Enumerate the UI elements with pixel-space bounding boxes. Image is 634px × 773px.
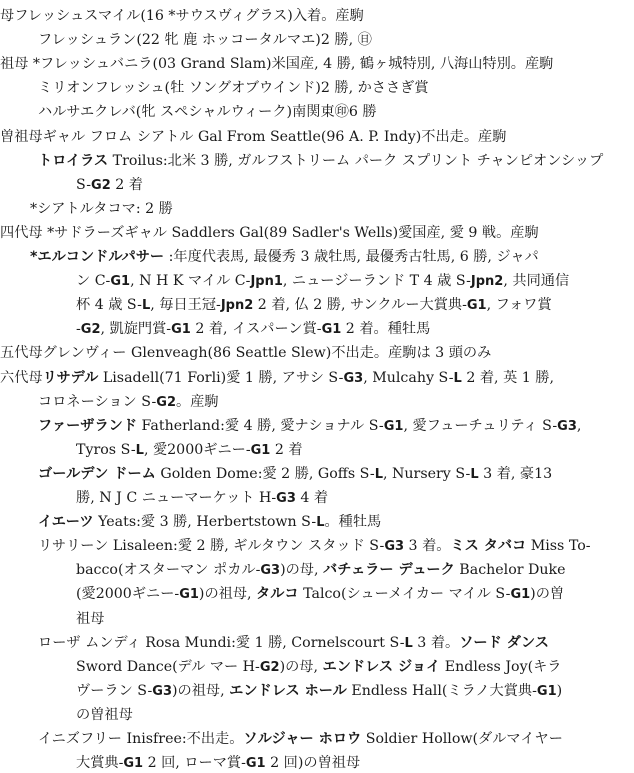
text-line: [0, 464, 630, 484]
line-text: 祖母 *フレッシュバニラ(03 Grand Slam)米国産, 4 勝, 鶴ヶ城特別, 八海山特別。産駒: [0, 56, 554, 73]
line-text: )の曽: [530, 586, 565, 603]
line-text: 五代母グレンヴィー Glenveagh(86 Seattle Slew)不出走。産駒は 3 頭のみ: [0, 345, 492, 362]
line-text: -: [76, 321, 81, 338]
text-line: [0, 127, 630, 147]
line-text: Fatherland:愛 4 勝, 愛ナショナル S-: [137, 417, 384, 434]
text-line: [0, 584, 630, 604]
grade-label: G1: [245, 756, 266, 772]
grade-label: G1: [250, 442, 271, 458]
line-text: コロネーション S-: [38, 393, 157, 410]
line-text: 。種牡馬: [324, 514, 382, 531]
line-text: , Nursery S-: [382, 465, 471, 482]
horse-name: ソルジャー ホロウ: [243, 731, 362, 747]
text-line: [0, 78, 630, 98]
line-text: 4 着: [295, 490, 329, 506]
line-text: , 毎日王冠-: [150, 297, 221, 314]
line-text: Rosa Mundi:愛 1 勝, Cornelscourt S-: [140, 634, 405, 651]
line-text: S-: [76, 176, 92, 193]
line-text: 曽祖母ギャル フロム シアトル Gal From Seattle(96 A. P. Indy)不出走。産駒: [0, 128, 507, 145]
text-line: [0, 753, 630, 773]
text-line: [0, 705, 630, 725]
line-text: , フォワ賞: [486, 297, 552, 314]
line-text: 勝, N J C ニューマーケット H-: [76, 490, 277, 506]
horse-name: トロイラス: [38, 152, 109, 169]
grade-label: G1: [179, 587, 199, 603]
line-text: , ニュージーランド T 4 歳 S-: [282, 273, 471, 290]
text-line: [0, 657, 630, 677]
line-text: Golden Dome:愛 2 勝, Goffs S-: [155, 465, 375, 482]
line-text: Talco(シューメイカー マイル S-: [298, 586, 511, 603]
text-line: [0, 271, 630, 291]
line-text: フレッシュラン(22 牝 鹿 ホッコータルマエ)2 勝, ㊐: [38, 32, 372, 49]
line-text: リサリーン: [38, 538, 109, 555]
line-text: , Mulcahy S-: [363, 369, 454, 386]
text-line: [0, 609, 630, 629]
line-text: イニズフリー Inisfree:不出走。: [38, 731, 244, 747]
line-text: 3 着。: [404, 538, 451, 555]
horse-name: タルコ: [256, 586, 299, 603]
text-line: [0, 512, 630, 532]
line-text: の曽祖母: [76, 706, 133, 723]
grade-label: L: [470, 466, 479, 482]
line-text: 2 回)の曽祖母: [265, 755, 361, 772]
text-line: [0, 247, 630, 267]
grade-label: Jpn1: [250, 274, 283, 290]
line-text: ): [556, 682, 563, 699]
grade-label: L: [316, 515, 325, 531]
line-text: Endless Hall(ミラノ大賞典-: [346, 682, 537, 699]
text-line: [0, 151, 630, 171]
line-text: Tyros S-: [76, 441, 136, 458]
line-text: *シアトルタコマ: 2 勝: [30, 200, 173, 217]
horse-name: *エルコンドルパサー: [30, 249, 165, 265]
text-line: [0, 223, 630, 243]
grade-label: G3: [276, 491, 296, 506]
line-text: ローザ ムンディ: [38, 634, 141, 651]
line-text: Endless Joy(キラ: [440, 658, 562, 675]
grade-label: Jpn2: [220, 298, 254, 314]
grade-label: G3: [260, 563, 281, 579]
line-text: )の母,: [280, 562, 324, 579]
line-text: 3 着。: [412, 634, 460, 651]
line-text: 2 着。種牡馬: [341, 321, 431, 338]
horse-name: イエーツ: [38, 514, 94, 531]
grade-label: G1: [383, 418, 404, 434]
grade-label: G2: [80, 322, 101, 338]
grade-label: Jpn2: [470, 274, 504, 290]
grade-label: L: [141, 298, 151, 314]
line-text: ミリオンフレッシュ(牡 ソングオブウインド)2 勝, かささぎ賞: [38, 80, 429, 97]
grade-label: L: [374, 466, 383, 482]
line-text: )の祖母,: [198, 586, 257, 603]
line-text: 2 着, イスパーン賞-: [190, 321, 322, 338]
text-line: [0, 560, 630, 580]
line-text: 杯 4 歳 S-: [76, 297, 142, 314]
line-text: Bachelor Duke: [454, 562, 566, 579]
line-text: )の母,: [279, 658, 323, 675]
grade-label: G1: [321, 322, 342, 338]
text-line: [0, 54, 630, 74]
grade-label: L: [453, 370, 462, 386]
line-text: 2 着, 英 1 勝,: [461, 369, 554, 386]
line-text: 祖母: [76, 610, 105, 627]
line-text: ン C-: [76, 273, 111, 290]
line-text: 2 着, 仏 2 勝, サンクルー大賞典-: [253, 297, 467, 314]
line-text: 。産駒: [176, 393, 219, 410]
line-text: ヴーラン S-: [76, 682, 153, 699]
line-text: , 共同通信: [503, 273, 570, 290]
grade-label: G2: [91, 177, 111, 193]
line-text: , 愛2000ギニー-: [143, 441, 251, 458]
grade-label: G1: [466, 298, 487, 314]
text-line: [0, 681, 630, 701]
text-line: [0, 392, 630, 412]
horse-name: バチェラー デューク: [323, 562, 455, 579]
text-line: [0, 199, 630, 219]
line-text: Troilus:北米 3 勝, ガルフストリーム パーク スプリント チャンピオンシップ: [108, 152, 604, 169]
line-text: Lisadell(71 Forli)愛 1 勝, アサシ S-: [98, 369, 344, 386]
line-text: Sword Dance(デル マー H-: [76, 658, 260, 675]
grade-label: L: [135, 442, 144, 458]
text-line: [0, 6, 630, 26]
grade-label: G1: [510, 587, 531, 603]
line-text: Yeats:愛 3 勝, Herbertstown S-: [93, 514, 317, 531]
line-text: Lisaleen:愛 2 勝, ギルタウン スタッド S-: [108, 538, 385, 555]
text-line: [0, 319, 630, 339]
text-line: [0, 488, 630, 508]
grade-label: G3: [384, 539, 405, 555]
line-text: 六代母: [0, 369, 43, 386]
grade-label: G2: [259, 659, 280, 675]
text-line: [0, 295, 630, 315]
line-text: 四代母 *サドラーズギャル Saddlers Gal(89 Sadler's Wells)愛国産, 愛 9 戦。産駒: [0, 224, 539, 241]
grade-label: G1: [536, 683, 557, 699]
grade-label: G3: [343, 370, 364, 386]
line-text: , N H K マイル C-: [130, 273, 251, 290]
line-text: Soldier Hollow(ダルマイヤー: [361, 731, 563, 747]
grade-label: L: [404, 635, 413, 651]
text-line: [0, 416, 630, 436]
line-text: 3 着, 豪13: [478, 465, 553, 482]
line-text: :年度代表馬, 最優秀 3 歳牡馬, 最優秀古牡馬, 6 勝, ジャパ: [164, 249, 539, 265]
text-line: [0, 440, 630, 460]
line-text: 2 回, ローマ賞-: [143, 755, 246, 772]
text-line: [0, 343, 630, 363]
line-text: 2 着: [270, 441, 303, 458]
horse-name: エンドレス ジョイ: [322, 658, 441, 675]
line-text: )の祖母,: [172, 682, 230, 699]
grade-label: G2: [156, 394, 177, 410]
text-line: [0, 30, 630, 50]
text-line: [0, 633, 630, 653]
grade-label: G1: [123, 756, 144, 772]
line-text: , 愛フューチュリティ S-: [403, 417, 558, 434]
line-text: bacco(オスターマン ポカル-: [76, 562, 261, 579]
line-text: Miss To-: [526, 538, 591, 555]
grade-label: G3: [557, 418, 577, 434]
text-line: [0, 102, 630, 122]
line-text: , 凱旋門賞-: [100, 321, 172, 338]
text-line: [0, 536, 630, 556]
horse-name: ファーザランド: [38, 417, 138, 434]
text-line: [0, 175, 630, 195]
line-text: ,: [576, 417, 582, 434]
line-text: (愛2000ギニー-: [76, 586, 180, 603]
horse-name: エンドレス ホール: [229, 682, 347, 699]
horse-name: リサデル: [42, 369, 99, 386]
horse-name: ゴールデン ドーム: [38, 465, 156, 482]
line-text: ハルサエクレバ(牝 スペシャルウィーク)南関東㊞6 勝: [38, 104, 377, 121]
grade-label: G1: [171, 322, 191, 338]
horse-name: ソード ダンス: [459, 634, 549, 651]
text-line: [0, 729, 630, 749]
line-text: 大賞典-: [76, 755, 124, 772]
horse-name: ミス タバコ: [450, 538, 527, 555]
grade-label: G3: [152, 683, 173, 699]
text-line: [0, 368, 630, 388]
line-text: 母フレッシュスマイル(16 *サウスヴィグラス)入着。産駒: [0, 8, 364, 24]
line-text: 2 着: [110, 176, 143, 193]
grade-label: G1: [110, 274, 131, 290]
